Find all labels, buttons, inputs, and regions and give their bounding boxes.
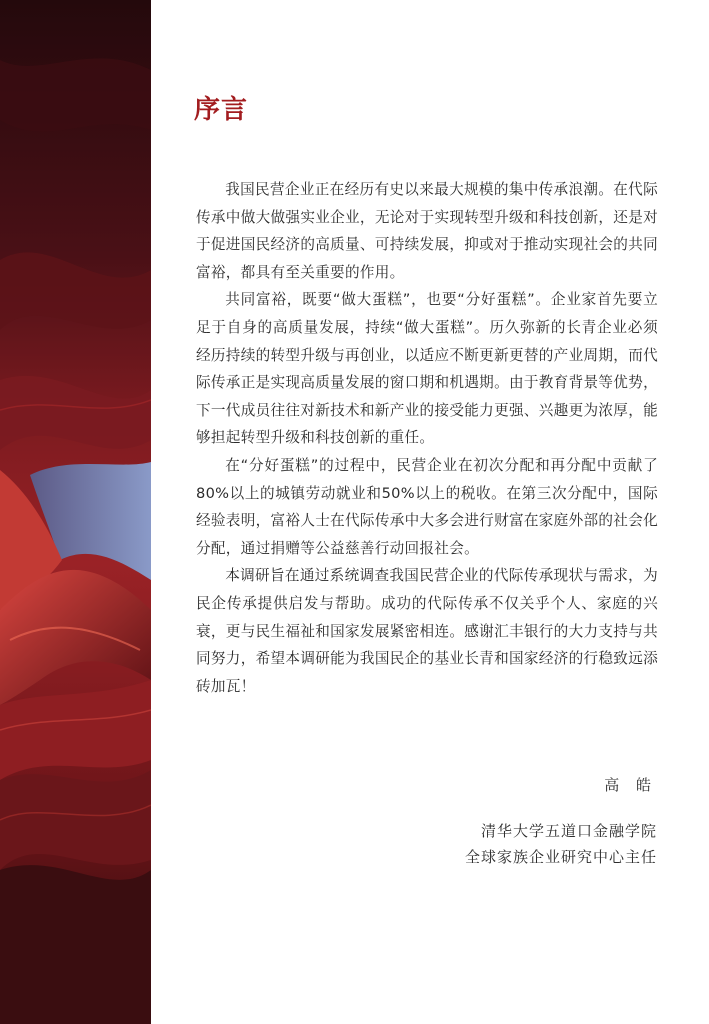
decorative-canyon-image [0,0,151,1024]
paragraph-4: 本调研旨在通过系统调查我国民营企业的代际传承现状与需求，为民企传承提供启发与帮助。成功的代际传承不仅关乎个人、家庭的兴衰，更与民生福祉和国家发展紧密相连。感谢汇丰银行的大力支持与共同努力，希望本调研能为我国民企的基业长青和国家经济的行稳致远添砖加瓦！ [196,567,658,695]
preface-body [196,176,658,700]
paragraph-1: 我国民营企业正在经历有史以来最大规模的集中传承浪潮。在代际传承中做大做强实业企业，无论对于实现转型升级和科技创新，还是对于促进国民经济的高质量、可持续发展，抑或对于推动实现社会的共同富裕，都具有至关重要的作用。 [196,181,658,281]
paragraph-3: 在“分好蛋糕”的过程中，民营企业在初次分配和再分配中贡献了80%以上的城镇劳动就业和50%以上的税收。在第三次分配中，国际经验表明，富裕人士在代际传承中大多会进行财富在家庭外部的社会化分配，通过捐赠等公益慈善行动回报社会。 [196,456,658,557]
author-affiliation [465,818,657,870]
affiliation-line-2: 全球家族企业研究中心主任 [464,848,657,866]
author-name: 高 皓 [604,776,657,794]
page-title: 序言 [194,95,249,125]
paragraph-2: 共同富裕，既要“做大蛋糕”，也要“分好蛋糕”。企业家首先要立足于自身的高质量发展，持续“做大蛋糕”。历久弥新的长青企业必须经历持续的转型升级与再创业，以适应不断更新更替的产业周期，而代际传承正是实现高质量发展的窗口期和机遇期。由于教育背景等优势，下一代成员往往对新技术和新产业的接受能力更强、兴趣更为浓厚，能够担起转型升级和科技创新的重任。 [196,291,658,447]
affiliation-line-1: 清华大学五道口金融学院 [480,822,657,840]
canyon-art-svg [0,0,151,1024]
